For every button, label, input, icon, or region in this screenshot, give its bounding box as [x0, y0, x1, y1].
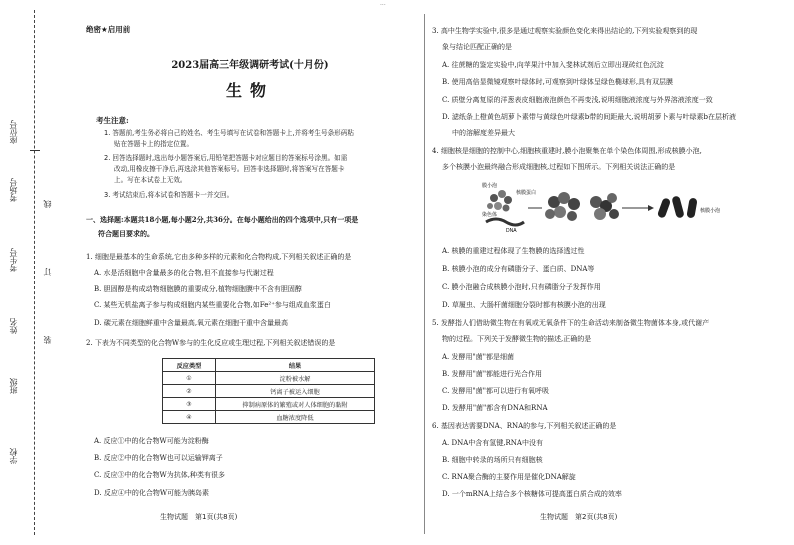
fig-label: DNA [506, 228, 517, 234]
exam-title: 2023届高三年级调研考试(十月份) [171, 60, 329, 71]
fig-label: 膜小泡 [482, 183, 498, 189]
cut-word-2: 订 [43, 268, 52, 276]
q4-option-b: B. 核膜小泡的成分有磷脂分子、蛋白质、DNA等 [442, 265, 595, 273]
table-cell: ① [163, 372, 216, 385]
q1-option-c: C. 某些无机盐离子参与构成细胞内某些重要化合物,如Fe²⁺参与组成血浆蛋白 [94, 301, 331, 309]
q4-option-a: A. 核膜的重建过程体现了生物膜的选择透过性 [442, 247, 585, 255]
q3-option-c: C. 质壁分离复原的洋葱表皮细胞液泡颜色不再变浅,说明细胞液浓度与外界溶液浓度一致 [442, 96, 713, 104]
q4-option-c: C. 膜小泡融合成核膜小泡时,只有磷脂分子发挥作用 [442, 283, 601, 291]
notice-heading: 考生注意: [96, 116, 129, 125]
table-header: 结果 [216, 359, 375, 372]
q6-stem: 6. 基因表达需要DNA、RNA的参与,下列相关叙述正确的是 [432, 422, 617, 430]
q3-option-d: D. 滤纸条上橙黄色胡萝卜素带与黄绿色叶绿素b带的间距最大,说明胡萝卜素与叶绿素b在层析液 [442, 113, 736, 121]
q3-option-b: B. 使用高倍显微镜观察叶绿体时,可观察到叶绿体呈绿色椭球形,具有双层膜 [442, 78, 674, 86]
q3-stem: 3. 高中生物学实验中,很多是通过观察实验颜色变化来得出结论的,下列实验观察到的现 [432, 27, 698, 35]
table-cell: ③ [163, 398, 216, 411]
table-cell: ② [163, 385, 216, 398]
gutter-label-id: 考生号 [9, 248, 18, 272]
q1-option-b: B. 胆固醇是构成动物细胞膜的重要成分,植物细胞膜中不含有胆固醇 [94, 285, 302, 293]
nucleus-rebuild-figure [480, 178, 720, 236]
section-heading-cont: 符合题目要求的。 [98, 229, 154, 238]
q1-stem: 1. 细胞是最基本的生命系统,它由多种多样的元素和化合物构成,下列相关叙述正确的是 [86, 253, 352, 261]
vesicle-cluster [487, 190, 512, 212]
q1-option-a: A. 水是活细胞中含量最多的化合物,但不直接参与代谢过程 [94, 269, 274, 277]
notice-line: 改动,用橡皮擦干净后,再选涂其他答案标号。回答非选择题时,将答案写在答题卡 [114, 165, 345, 173]
q2-option-d: D. 反应④中的化合物W可能为胰岛素 [94, 489, 210, 497]
table-cell: 钙离子被运入细胞 [216, 385, 375, 398]
q6-option-c: C. RNA聚合酶的主要作用是催化DNA解旋 [442, 473, 576, 481]
q5-option-a: A. 发酵用"菌"都是细菌 [442, 353, 514, 361]
table-row [163, 398, 375, 411]
vesicle-on-chromosome [545, 192, 580, 221]
q5-option-c: C. 发酵用"菌"都可以进行有氧呼吸 [442, 387, 549, 395]
notice-line: 3. 考试结束后,将本试卷和答题卡一并交回。 [104, 191, 234, 199]
page-divider [424, 14, 425, 534]
chromosome [486, 219, 524, 225]
table-row [163, 372, 375, 385]
q2-stem: 2. 下表为不同类型的化合物W参与的生化反应或生理过程,下列相关叙述错误的是 [86, 339, 336, 347]
q6-option-d: D. 一个mRNA上结合多个核糖体可提高蛋白质合成的效率 [442, 490, 622, 498]
binding-gutter [0, 0, 62, 545]
fig-label: 核膜蛋白 [516, 190, 537, 196]
table-cell: 血糖浓度降低 [216, 411, 375, 424]
q4-stem: 4. 细胞核是细胞的控制中心,细胞核重建时,膜小泡聚集在单个染色体周围,形成核膜小泡, [432, 147, 702, 155]
gutter-blank [30, 150, 40, 151]
vesicle-group-2 [590, 193, 619, 220]
cut-word-1: 线 [43, 200, 52, 208]
nuclear-vesicles [657, 195, 698, 218]
q5-stem-cont: 物的过程。下列关于发酵微生物的描述,正确的是 [442, 335, 592, 343]
table-cell: 抑制病原体的繁殖或对人体细胞的黏附 [216, 398, 375, 411]
cut-word-3: 装 [43, 336, 52, 344]
notice-line: 上。写在本试卷上无效。 [114, 176, 187, 184]
q2-table [162, 358, 375, 424]
notice-line: 1. 答题前,考生务必将自己的姓名、考生号填写在试卷和答题卡上,并将考生号条形码粘 [104, 129, 354, 137]
subject-title: 生物 [225, 81, 274, 100]
footer-right: 生物试题 第2页(共8页) [540, 513, 618, 521]
q3-option-d-cont: 中的溶解度差异最大 [452, 129, 515, 137]
q5-stem: 5. 发酵指人们借助微生物在有氧或无氧条件下的生命活动来制备微生物菌体本身,或代谢产 [432, 319, 710, 327]
footer-left: 生物试题 第1页(共8页) [160, 513, 238, 521]
q4-stem-cont: 多个核膜小泡最终融合形成细胞核,过程如下图所示。下列相关说法正确的是 [442, 163, 676, 171]
q6-option-b: B. 细胞中转录的场所只有细胞核 [442, 456, 543, 464]
q3-stem-cont: 象与结论匹配正确的是 [442, 43, 512, 51]
gutter-label-room: 考场号 [9, 178, 18, 202]
table-row [163, 385, 375, 398]
q3-option-a: A. 往蔗糖的鉴定实验中,向苹果汁中加入斐林试剂后立即出现砖红色沉淀 [442, 61, 664, 69]
q1-option-d: D. 碳元素在细胞鲜重中含量最高,氧元素在细胞干重中含量最高 [94, 319, 289, 327]
q2-option-a: A. 反应①中的化合物W可能为淀粉酶 [94, 437, 209, 445]
gutter-label-class: 班级 [9, 378, 18, 394]
q4-option-d: D. 草履虫、大肠杆菌细胞分裂时都有核膜小泡的出现 [442, 301, 606, 309]
q5-option-b: B. 发酵用"菌"都能进行光合作用 [442, 370, 543, 378]
fig-label: 染色体 [482, 212, 498, 218]
cut-line [34, 10, 35, 535]
q2-option-c: C. 反应③中的化合物W为抗体,种类有很多 [94, 471, 225, 479]
top-mark: ··· [380, 2, 386, 9]
q2-option-b: B. 反应②中的化合物W也可以运输钾离子 [94, 454, 223, 462]
table-header: 反应类型 [163, 359, 216, 372]
gutter-label-school: 学校 [9, 448, 18, 464]
q6-option-a: A. DNA中含有氢键,RNA中没有 [442, 439, 543, 447]
table-cell: ④ [163, 411, 216, 424]
secret-mark: 绝密★启用前 [86, 25, 131, 34]
fig-label: 核膜小泡 [700, 208, 720, 214]
notice-line: 贴在答题卡上的指定位置。 [114, 140, 194, 148]
gutter-label-name: 姓名 [9, 318, 18, 334]
table-row [163, 411, 375, 424]
notice-line: 2. 回答选择题时,选出每小题答案后,用铅笔把答题卡对应题目的答案标号涂黑。如需 [104, 154, 348, 162]
gutter-label-seat: 座位号 [9, 120, 18, 144]
table-cell: 淀粉被水解 [216, 372, 375, 385]
section-heading: 一、选择题:本题共18小题,每小题2分,共36分。在每小题给出的四个选项中,只有一项是 [86, 215, 359, 224]
q5-option-d: D. 发酵用"菌"都含有DNA和RNA [442, 404, 548, 412]
